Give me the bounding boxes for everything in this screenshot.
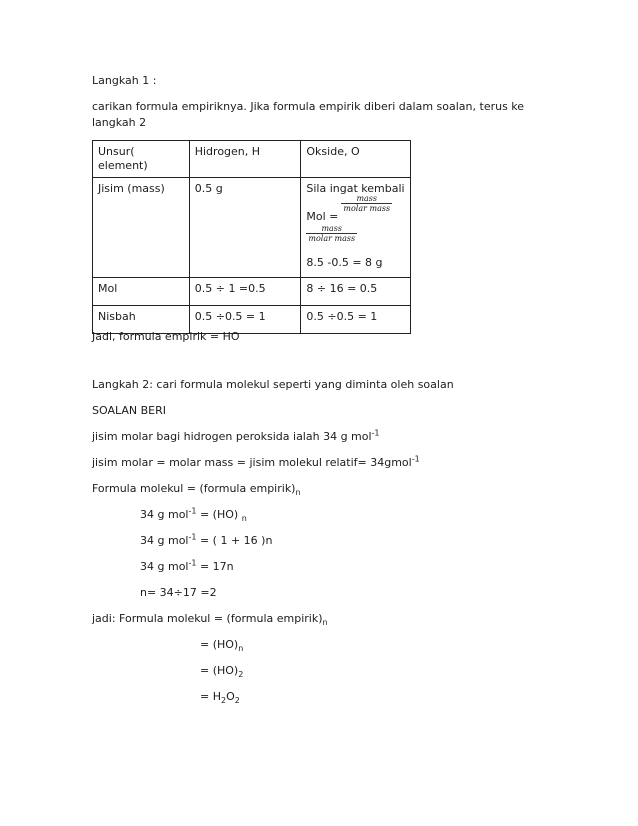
final-relation: jadi: Formula molekul = (formula $empirik)_n$ <box>92 612 328 628</box>
given-molar-mass: jisim molar bagi hidrogen peroksida ialah 34 g mol$^{-1}$ <box>92 428 380 443</box>
step2-heading: Langkah 2: cari formula molekul seperti yang diminta oleh soalan <box>92 378 454 391</box>
table-header-row <box>93 141 411 178</box>
table-row-mol <box>93 278 411 306</box>
fraction-denominator: molar mass <box>308 234 356 243</box>
calc-step-1: 34 g mol$^{-1}$ = (HO) $_n$ <box>140 506 247 524</box>
mol-equals-label: Mol = <box>306 210 339 223</box>
fraction-numerator: mass <box>341 194 392 204</box>
molecular-formula-relation: Formula molekul = (formula $empirik)_n$ <box>92 482 301 498</box>
intro-line-2: langkah 2 <box>92 116 147 129</box>
empirical-conclusion: Jadi, formula empirik = HO <box>92 330 240 343</box>
ratio-hydrogen: 0.5 ÷0.5 = 1 <box>189 306 301 334</box>
oxygen-mass-calc: 8.5 -0.5 = 8 g <box>306 256 383 269</box>
mol-label: Mol <box>93 278 190 306</box>
mass-label: Jisim (mass) <box>93 178 190 278</box>
molar-mass-definition: jisim molar = molar mass = jisim molekul relatif= 34gmol$^{-1}$ <box>92 454 420 469</box>
final-step-1: = $(HO)_n$ <box>200 638 244 654</box>
fraction-denominator: molar mass <box>343 204 391 213</box>
header-okside: Okside, O <box>301 141 411 178</box>
ratio-label: Nisbah <box>93 306 190 334</box>
step1-heading: Langkah 1 : <box>92 74 157 87</box>
mol-fraction-2 <box>306 224 357 243</box>
calc-step-2: 34 g mol$^{-1}$ = ( 1 + 16 )n <box>140 532 273 547</box>
mass-hydrogen: 0.5 g <box>189 178 301 278</box>
calc-step-4: n= 34÷17 =2 <box>140 586 217 599</box>
soalan-beri-label: SOALAN BERI <box>92 404 166 417</box>
empirical-formula-table <box>92 140 411 334</box>
intro-line-1: carikan formula empiriknya. Jika formula empirik diberi dalam soalan, terus ke <box>92 100 525 113</box>
fraction-numerator: mass <box>306 224 357 234</box>
mol-oxygen: 8 ÷ 16 = 0.5 <box>301 278 411 306</box>
mol-fraction-1 <box>341 194 392 213</box>
mol-hydrogen: 0.5 ÷ 1 =0.5 <box>189 278 301 306</box>
mass-oxygen <box>301 178 411 278</box>
recall-text: Sila ingat kembali <box>306 182 405 195</box>
final-answer-h2o2: = $H_2O_2$ <box>200 690 240 706</box>
table-row-mass <box>93 178 411 278</box>
header-hidrogen: Hidrogen, H <box>189 141 301 178</box>
final-step-2: = $(HO)_2$ <box>200 664 244 680</box>
header-unsur: Unsur( element) <box>93 141 190 178</box>
ratio-oxygen: 0.5 ÷0.5 = 1 <box>301 306 411 334</box>
calc-step-3: 34 g mol$^{-1}$ = 17n <box>140 558 234 573</box>
